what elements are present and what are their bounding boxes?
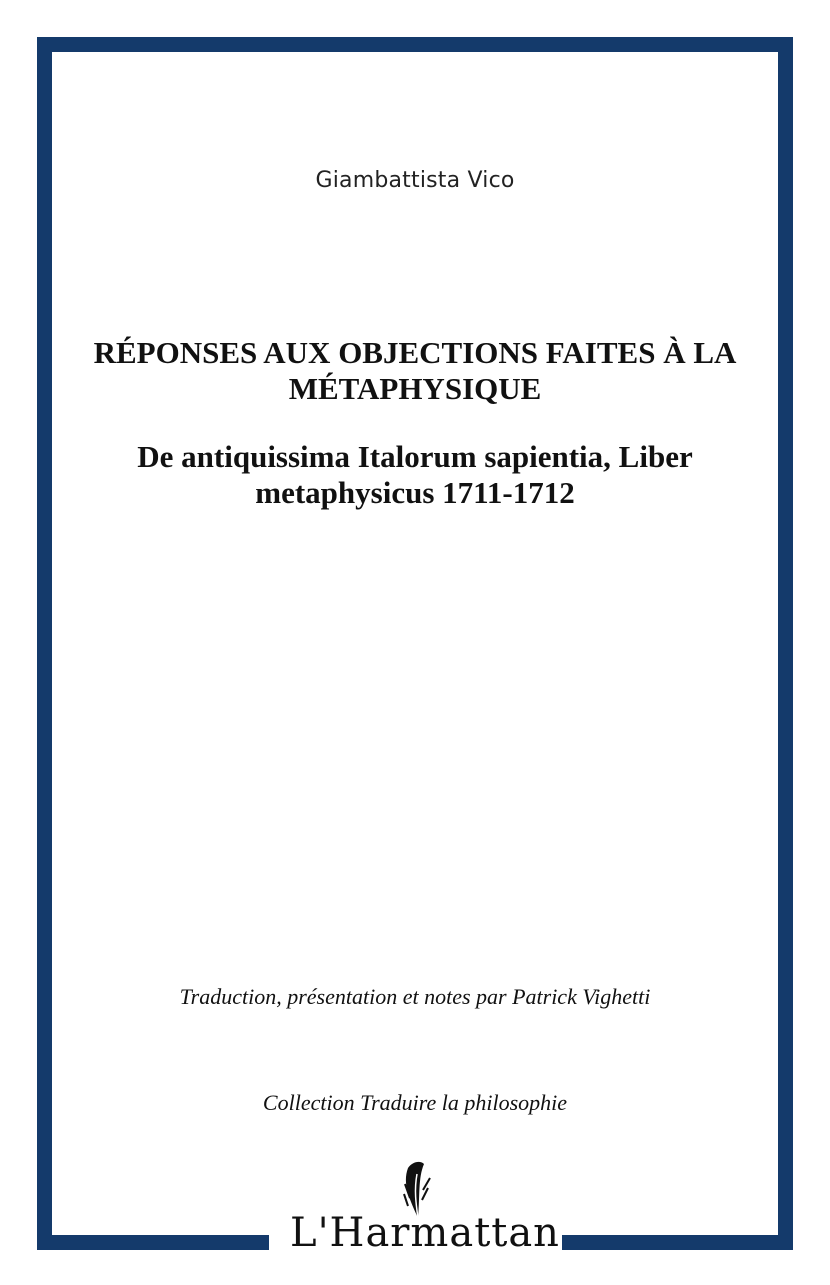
publisher-name: L'Harmattan	[290, 1210, 560, 1256]
book-title: RÉPONSES AUX OBJECTIONS FAITES À LA MÉTAPHYSIQUE	[93, 335, 737, 406]
cover-frame-top	[37, 37, 793, 52]
publisher-logo	[290, 1160, 560, 1256]
cover-frame-bottom-left	[37, 1235, 269, 1250]
cover-frame-right	[778, 37, 793, 1250]
cover-frame-bottom-right	[562, 1235, 793, 1250]
author-name: Giambattista Vico	[315, 168, 515, 193]
cover-frame-left	[37, 37, 52, 1250]
book-subtitle: De antiquissima Italorum sapientia, Liber metaphysicus 1711-1712	[137, 439, 693, 510]
book-cover	[37, 37, 793, 1250]
collection-name: Collection Traduire la philosophie	[262, 1090, 568, 1115]
translator-credit: Traduction, présentation et notes par Patrick Vighetti	[179, 984, 651, 1009]
